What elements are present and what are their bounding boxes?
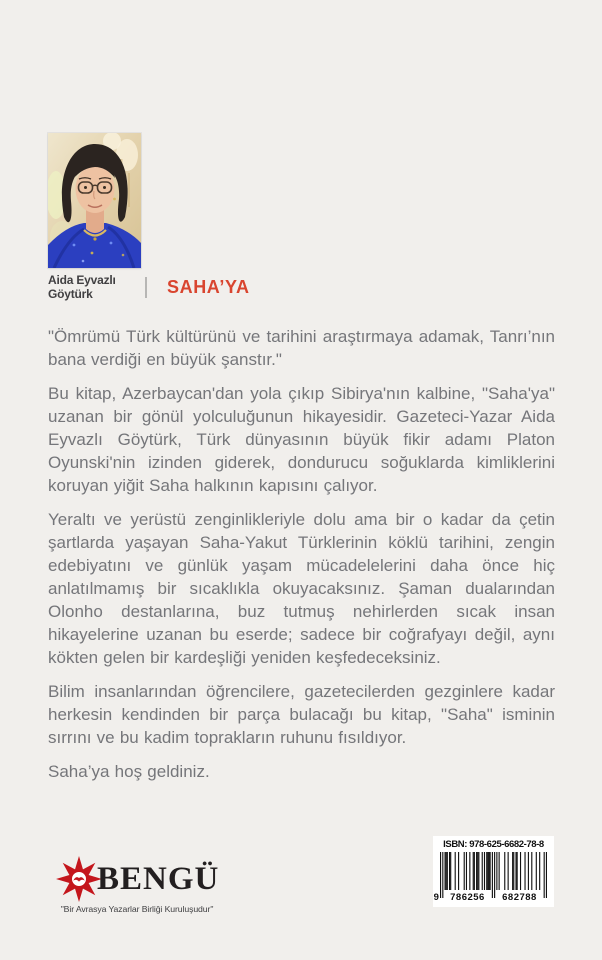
eight-pointed-star-icon — [56, 856, 102, 902]
barcode-digit-group: 9 — [433, 892, 440, 903]
publisher-tagline: "Bir Avrasya Yazarlar Birliği Kuruluşudur" — [60, 904, 214, 914]
author-photo — [48, 133, 141, 268]
synopsis-paragraph: Bu kitap, Azerbaycan'dan yola çıkıp Sibirya'nın kalbine, "Saha'ya" uzanan bir gönül yolculuğunun hikayesidir. Gazeteci-Yazar Aida Eyvazlı Göytürk, Türk dünyasının büyük fikir adamı Platon Oyunski'nin izinden giderek, dondurucu soğuklarda kimliklerini koruyan yiğit Saha halkının kapısını çalıyor. — [48, 384, 555, 495]
publisher-logo — [56, 856, 218, 902]
publisher-block — [56, 856, 218, 914]
byline-divider — [145, 277, 147, 298]
synopsis-paragraph: Saha’ya hoş geldiniz. — [48, 762, 210, 781]
synopsis-paragraph: "Ömrümü Türk kültürünü ve tarihini araştırmaya adamak, Tanrı’nın bana verdiği en büyük şanstır." — [48, 327, 555, 369]
isbn-label: ISBN: 978-625-6682-78-8 — [443, 839, 544, 850]
barcode-digit-group: 786256 — [450, 892, 485, 903]
synopsis-text — [48, 325, 555, 794]
barcode-digit-group: 682788 — [502, 892, 537, 903]
publisher-name: BENGÜ — [97, 860, 220, 897]
author-name: Aida Eyvazlı Göytürk — [48, 273, 116, 301]
synopsis-paragraph: Bilim insanlarından öğrencilere, gazetecilerden gezginlere kadar herkesin kendinden bir parça bulacağı bu kitap, "Saha" isminin sırrını ve bu kadim toprakların ruhunu fısıldıyor. — [48, 682, 555, 747]
book-title: SAHA’YA — [167, 276, 250, 297]
byline — [48, 274, 250, 300]
synopsis-paragraph: Yeraltı ve yerüstü zenginlikleriyle dolu ama bir o kadar da çetin şartlarda yaşayan Saha-Yakut Türklerinin köklü tarihini, zengin edebiyatını ve günlük yaşam mücadelelerini daha önce hiç anlatılmamış bir sıcaklıkla okuyacaksınız. Şaman dualarından Olonho destanlarına, buz tutmuş nehirlerden sıcak insan hikayelerine uzanan bu eserde; sadece bir coğrafyayı değil, aynı kökten gelen bir kardeşliği yeniden keşfedeceksiniz. — [48, 510, 555, 667]
author-portrait-illustration — [48, 133, 141, 268]
isbn-barcode-box — [433, 836, 554, 907]
